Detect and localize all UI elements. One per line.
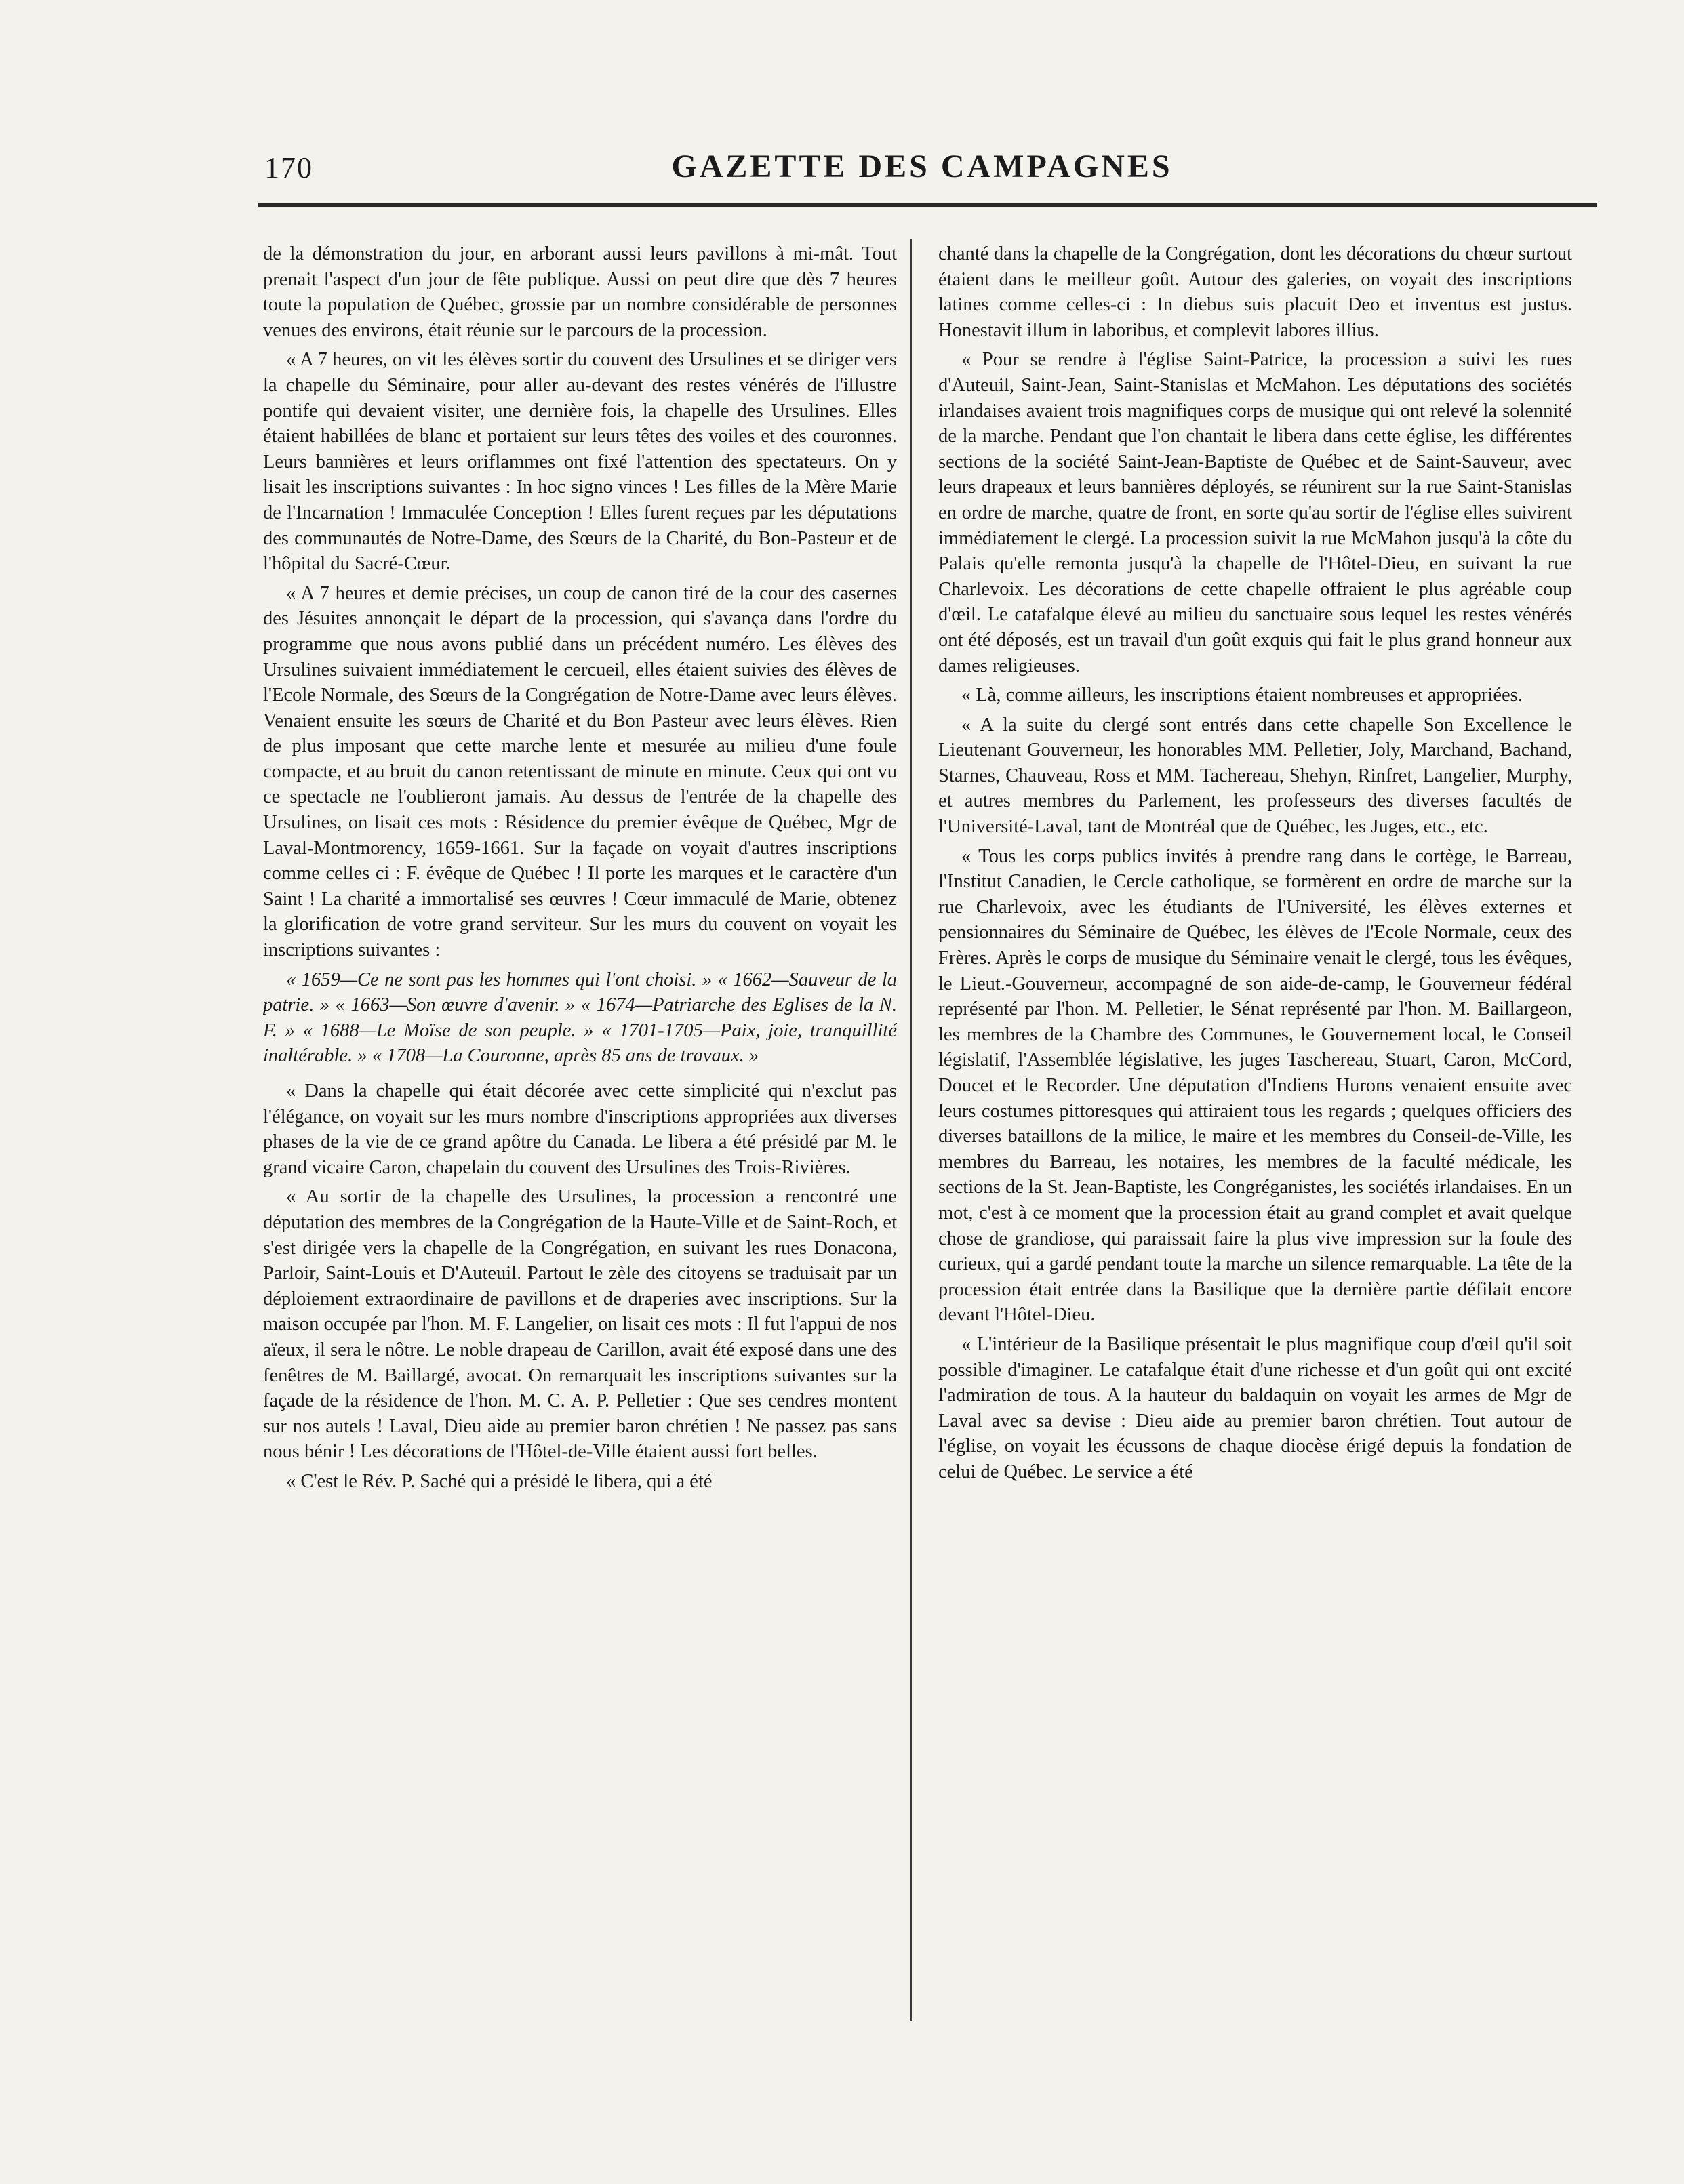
page-header: [251, 136, 1593, 197]
paragraph: « Au sortir de la chapelle des Ursulines, la procession a rencontré une députation des membres de la Congrégation de la Haute-Ville et de Saint-Roch, et s'est dirigée vers la chapelle de la Congrégation, en suivant les rues Donacona, Parloir, Saint-Louis et D'Auteuil. Partout le zèle des citoyens se traduisait par un déploiement extraordinaire de pavillons et de draperies avec inscriptions. Sur la maison occupée par l'hon. M. F. Langelier, on lisait ces mots : Il fut l'appui de nos aïeux, il sera le nôtre. Le noble drapeau de Carillon, avait été exposé dans une des fenêtres de M. Baillargé, avocat. On remarquait les inscriptions suivantes sur la façade de la résidence de l'hon. M. C. A. P. Pelletier : Que ses cendres montent sur nos autels ! Laval, Dieu aide au premier baron chrétien ! Ne passez pas sans nous bénir ! Les décorations de l'Hôtel-de-Ville étaient aussi fort belles.: [263, 1186, 897, 1463]
paragraph: « Là, comme ailleurs, les inscriptions étaient nombreuses et appropriées.: [961, 685, 1523, 706]
column-divider: [910, 239, 912, 2021]
page-number: 170: [264, 151, 313, 184]
paragraph: « C'est le Rév. P. Saché qui a présidé le libera, qui a été: [286, 1470, 713, 1492]
paragraph: « A la suite du clergé sont entrés dans cette chapelle Son Excellence le Lieutenant Gouverneur, les honorables MM. Pelletier, Joly, Marchand, Bachand, Starnes, Chauveau, Ross et MM. Tachereau, Shehyn, Rinfret, Langelier, Murphy, et autres membres du Parlement, les professeurs des diverses facultés de l'Université-Laval, tant de Montréal que de Québec, les Juges, etc., etc.: [938, 714, 1572, 838]
paragraph: chanté dans la chapelle de la Congrégation, dont les décorations du chœur surtout étaient dans le meilleur goût. Autour des galeries, on voyait des inscriptions latines comme celles-ci : In diebus suis placuit Deo et inventus est justus. Honestavit illum in laboribus, et complevit labores illius.: [938, 243, 1572, 341]
paragraph: « Dans la chapelle qui était décorée avec cette simplicité qui n'exclut pas l'élégance, on voyait sur les murs nombre d'inscriptions appropriées aux diverses phases de la vie de ce grand apôtre du Canada. Le libera a été présidé par M. le grand vicaire Caron, chapelain du couvent des Ursulines des Trois-Rivières.: [263, 1080, 897, 1178]
paragraph: « Pour se rendre à l'église Saint-Patrice, la procession a suivi les rues d'Auteuil, Saint-Jean, Saint-Stanislas et McMahon. Les députations des sociétés irlandaises avaient trois magnifiques corps de musique qui ont relevé la solennité de la marche. Pendant que l'on chantait le libera dans cette église, les différentes sections de la société Saint-Jean-Baptiste de Québec et de Saint-Sauveur, avec leurs drapeaux et leurs bannières déployés, se réunirent sur la rue Saint-Stanislas en ordre de marche, quatre de front, en sorte qu'au sortir de l'église elles suivirent immédiatement le clergé. La procession suivit la rue McMahon jusqu'à la côte du Palais qu'elle remonta jusqu'à la chapelle de l'Hôtel-Dieu, en suivant la rue Charlevoix. Les décorations de cette chapelle offraient le plus agréable coup d'œil. Le catafalque élevé au milieu du sanctuaire sous lequel les restes vénérés ont été déposés, est un travail d'un goût exquis qui fait le plus grand honneur aux dames religieuses.: [938, 349, 1572, 676]
paragraph: « A 7 heures et demie précises, un coup de canon tiré de la cour des casernes des Jésuites annonçait le départ de la procession, qui s'avança dans l'ordre du programme que nous avons publié dans un précédent numéro. Les élèves des Ursulines suivaient immédiatement le cercueil, elles étaient suivies des élèves de l'Ecole Normale, des Sœurs de la Congrégation de Notre-Dame avec leurs élèves. Venaient ensuite les sœurs de Charité et du Bon Pasteur avec leurs élèves. Rien de plus imposant que cette marche lente et mesurée au milieu d'une foule compacte, et au bruit du canon retentissant de minute en minute. Ceux qui ont vu ce spectacle ne l'oublieront jamais. Au dessus de l'entrée de la chapelle des Ursulines, on lisait ces mots : Résidence du premier évêque de Québec, Mgr de Laval-Montmorency, 1659-1661. Sur la façade on voyait d'autres inscriptions comme celles ci : F. évêque de Québec ! Il porte les marques et le caractère d'un Saint ! La charité a immortalisé ses œuvres ! Cœur immaculé de Marie, obtenez la glorification de votre grand serviteur. Sur les murs du couvent on voyait les inscriptions suivantes :: [263, 582, 897, 961]
inscriptions-paragraph: « 1659—Ce ne sont pas les hommes qui l'ont choisi. » « 1662—Sauveur de la patrie. » « 1663—Son œuvre d'avenir. » « 1674—Patriarche des Eglises de la N. F. » « 1688—Le Moïse de son peuple. » « 1701-1705—Paix, joie, tranquillité inaltérable. » « 1708—La Couronne, après 85 ans de travaux. »: [263, 969, 897, 1067]
left-column: [263, 241, 897, 2017]
header-rule: [258, 203, 1597, 207]
paragraph: de la démonstration du jour, en arborant aussi leurs pavillons à mi-mât. Tout prenait l'aspect d'un jour de fête publique. Aussi on peut dire que dès 7 heures toute la population de Québec, grossie par un nombre considérable de personnes venues des environs, était réunie sur le parcours de la procession.: [263, 243, 897, 341]
running-title: GAZETTE DES CAMPAGNES: [671, 148, 1173, 184]
paragraph: « A 7 heures, on vit les élèves sortir du couvent des Ursulines et se diriger vers la chapelle du Séminaire, pour aller au-devant des restes vénérés de l'illustre pontife qui devaient visiter, une dernière fois, la chapelle des Ursulines. Elles étaient habillées de blanc et portaient sur leurs têtes des voiles et des couronnes. Leurs bannières et leurs oriflammes ont fixé l'attention des spectateurs. On y lisait les inscriptions suivantes : In hoc signo vinces ! Les filles de la Mère Marie de l'Incarnation ! Immaculée Conception ! Elles furent reçues par les députations des communautés de Notre-Dame, des Sœurs de la Charité, du Bon-Pasteur et de l'hôpital du Sacré-Cœur.: [263, 349, 897, 575]
right-column: [938, 241, 1572, 2017]
paragraph: « Tous les corps publics invités à prendre rang dans le cortège, le Barreau, l'Institut Canadien, le Cercle catholique, se formèrent en ordre de marche sur la rue Charlevoix, avec les étudiants de l'Université, les élèves externes et pensionnaires du Séminaire de Québec, les élèves de l'Ecole Normale, ceux des Frères. Après le corps de musique du Séminaire venait le clergé, tous les évêques, le Lieut.-Gouverneur, accompagné de son aide-de-camp, le Gouverneur fédéral représenté par l'hon. M. Pelletier, le Sénat représenté par l'hon. M. Baillargeon, les membres de la Chambre des Communes, le Gouvernement local, le Conseil législatif, l'Assemblée législative, les juges Taschereau, Stuart, Caron, McCord, Doucet et le Recorder. Une députation d'Indiens Hurons venaient ensuite avec leurs costumes pittoresques qui attiraient tous les regards ; quelques officiers des diverses bataillons de la milice, le maire et les membres du Conseil-de-Ville, les membres du Barreau, les notaires, les membres de la faculté médicale, les sections de la St. Jean-Baptiste, les Congréganistes, les sociétés irlandaises. En un mot, c'est à ce moment que la procession était au grand complet et avait quelque chose de grandiose, qui paraissait faire la plus vive impression sur la foule des curieux, qui a gardé pendant toute la marche un silence remarquable. La tête de la procession était entrée dans la Basilique que la dernière partie défilait encore devant l'Hôtel-Dieu.: [938, 845, 1572, 1326]
paragraph: « L'intérieur de la Basilique présentait le plus magnifique coup d'œil qu'il soit possible d'imaginer. Le catafalque était d'une richesse et d'un goût qui ont excité l'admiration de tous. A la hauteur du baldaquin on voyait les armes de Mgr de Laval avec sa devise : Dieu aide au premier baron chrétien. Tout autour de l'église, on voyait les écussons de chaque diocèse érigé depuis la fondation de celui de Québec. Le service a été: [938, 1333, 1572, 1482]
